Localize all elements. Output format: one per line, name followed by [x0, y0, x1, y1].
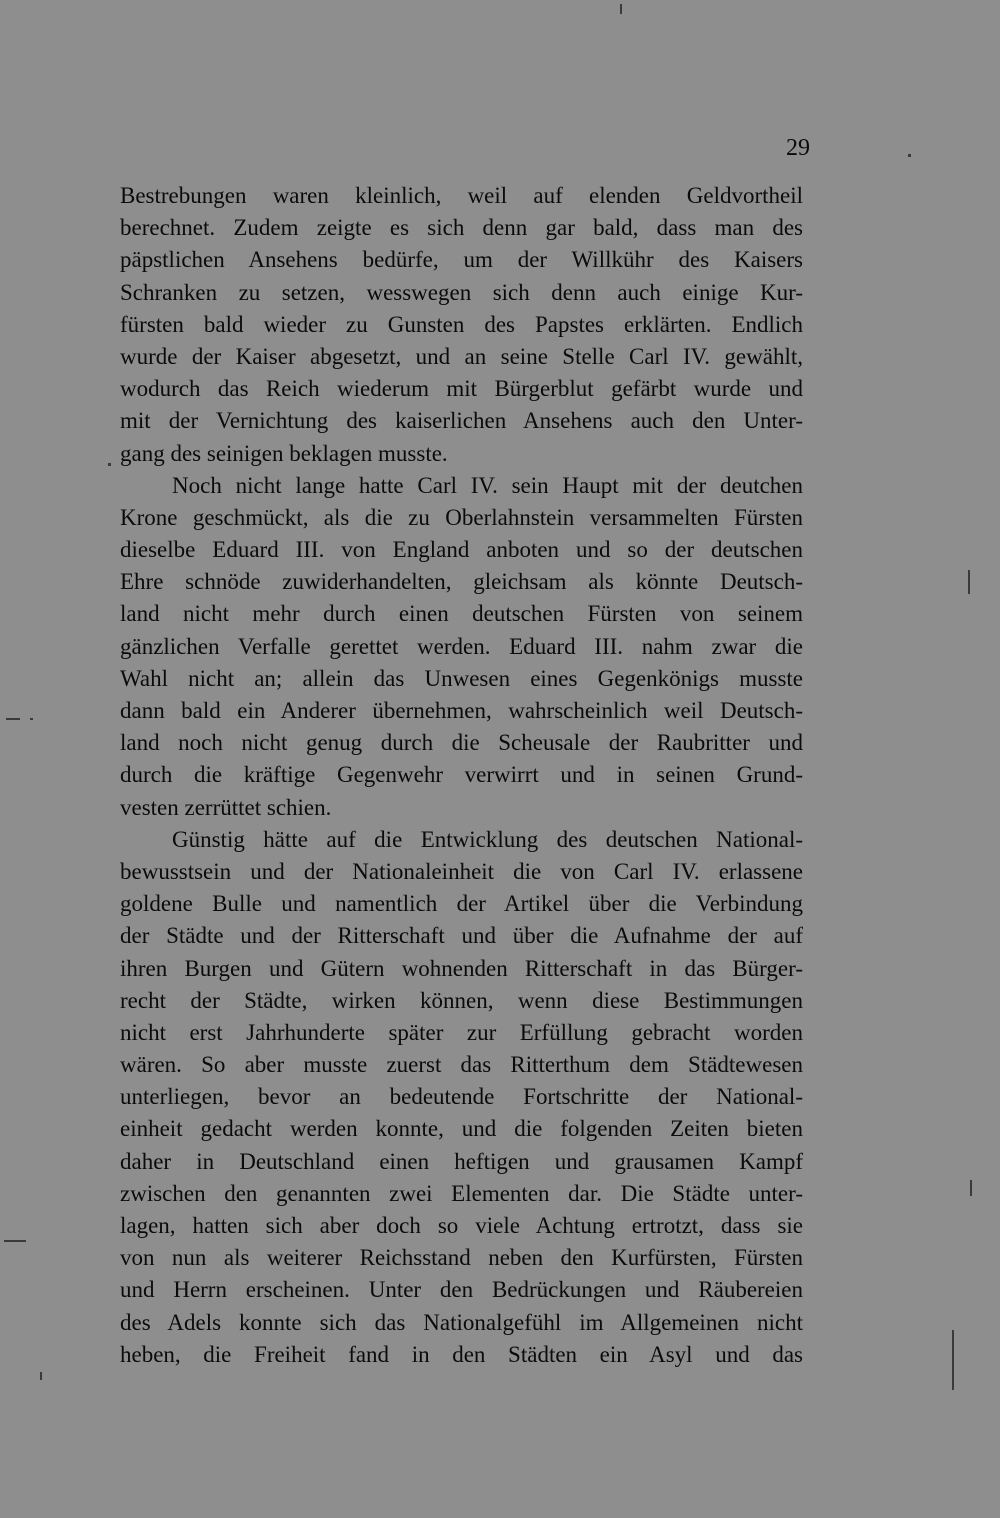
text-line: land noch nicht genug durch die Scheusale der Raubritter und: [120, 730, 803, 756]
paragraph-first-line: Noch nicht lange hatte Carl IV. sein Haupt mit der deutchen: [172, 472, 803, 498]
text-line: gang des seinigen beklagen musste.: [120, 440, 448, 466]
text-line: Krone geschmückt, als die zu Oberlahnstein versammelten Fürsten: [120, 504, 803, 530]
text-line: gänzlichen Verfalle gerettet werden. Eduard III. nahm zwar die: [120, 633, 803, 659]
text-line: päpstlichen Ansehens bedürfe, um der Willkühr des Kaisers: [120, 247, 803, 273]
text-line: land nicht mehr durch einen deutschen Fürsten von seinem: [120, 601, 803, 627]
text-line: des Adels konnte sich das Nationalgefühl im Allgemeinen nicht: [120, 1309, 803, 1335]
text-line: Schranken zu setzen, wesswegen sich denn auch einige Kur-: [120, 279, 803, 305]
scan-speck: [970, 1180, 972, 1196]
text-line: von nun als weiterer Reichsstand neben den Kurfürsten, Fürsten: [120, 1245, 803, 1271]
scan-speck: [952, 1330, 954, 1390]
scan-speck: [908, 154, 911, 157]
scan-speck: [4, 1240, 26, 1242]
text-line: dann bald ein Anderer übernehmen, wahrscheinlich weil Deutsch-: [120, 698, 803, 723]
scan-speck: [40, 1372, 42, 1380]
page-text-body: [120, 180, 803, 1371]
text-line: wodurch das Reich wiederum mit Bürgerblut gefärbt wurde und: [120, 376, 803, 402]
text-line: heben, die Freiheit fand in den Städten ein Asyl und das: [120, 1341, 803, 1367]
paragraph-first-line: Günstig hätte auf die Entwicklung des deutschen National-: [172, 826, 803, 852]
text-line: und Herrn erscheinen. Unter den Bedrückungen und Räubereien: [120, 1277, 803, 1303]
text-line: lagen, hatten sich aber doch so viele Achtung ertrotzt, dass sie: [120, 1213, 803, 1238]
text-line: einheit gedacht werden konnte, und die folgenden Zeiten bieten: [120, 1116, 803, 1142]
text-line: nicht erst Jahrhunderte später zur Erfüllung gebracht worden: [120, 1019, 803, 1045]
page-number: 29: [786, 135, 810, 161]
text-line: Wahl nicht an; allein das Unwesen eines Gegenkönigs musste: [120, 665, 803, 691]
scan-speck: [108, 463, 111, 466]
text-line: dieselbe Eduard III. von England anboten und so der deutschen: [120, 537, 803, 563]
text-line: wären. So aber musste zuerst das Ritterthum dem Städtewesen: [120, 1052, 803, 1078]
text-line: daher in Deutschland einen heftigen und grausamen Kampf: [120, 1148, 803, 1174]
scan-speck: [6, 718, 20, 720]
text-line: ihren Burgen und Gütern wohnenden Ritterschaft in das Bürger-: [120, 955, 803, 981]
text-line: Ehre schnöde zuwiderhandelten, gleichsam als könnte Deutsch-: [120, 569, 803, 595]
scan-speck: [620, 4, 622, 14]
text-line: durch die kräftige Gegenwehr verwirrt und in seinen Grund-: [120, 762, 803, 788]
scan-speck: [968, 570, 970, 594]
text-line: fürsten bald wieder zu Gunsten des Papstes erklärten. Endlich: [120, 311, 803, 337]
text-line: goldene Bulle und namentlich der Artikel über die Verbindung: [120, 891, 803, 917]
text-line: vesten zerrüttet schien.: [120, 794, 332, 820]
text-line: bewusstsein und der Nationaleinheit die von Carl IV. erlassene: [120, 858, 803, 884]
text-line: recht der Städte, wirken können, wenn diese Bestimmungen: [120, 987, 803, 1013]
text-line: der Städte und der Ritterschaft und über die Aufnahme der auf: [120, 923, 803, 949]
text-line: mit der Vernichtung des kaiserlichen Ansehens auch den Unter-: [120, 408, 803, 434]
text-line: zwischen den genannten zwei Elementen dar. Die Städte unter-: [120, 1180, 803, 1206]
text-line: Bestrebungen waren kleinlich, weil auf elenden Geldvortheil: [120, 183, 803, 208]
text-line: unterliegen, bevor an bedeutende Fortschritte der National-: [120, 1084, 803, 1110]
text-line: berechnet. Zudem zeigte es sich denn gar bald, dass man des: [120, 215, 803, 241]
scan-speck: [30, 718, 33, 720]
text-line: wurde der Kaiser abgesetzt, und an seine Stelle Carl IV. gewählt,: [120, 343, 803, 369]
